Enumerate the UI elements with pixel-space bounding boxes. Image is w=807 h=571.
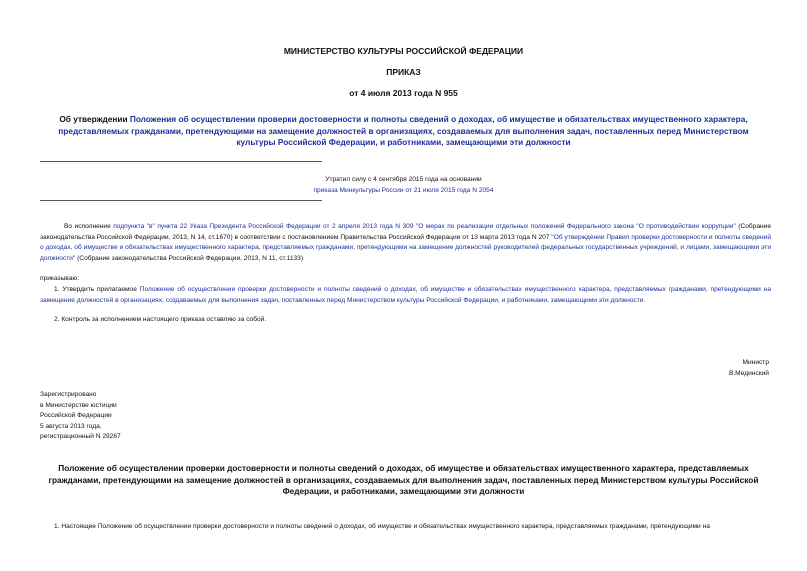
item1-link[interactable]: Положение об осуществлении проверки достоверности и полноты сведений о доходах, об имуществе и обязательствах имущественного характера, представляемых гражданами, претендующими на замещение должностей в организациях, создаваемых для выполнения задач, поставленных перед Министерством культуры Российской Федерации, и работниками, замещающими эти должности.: [40, 286, 772, 304]
registration-line: в Министерстве юстиции: [40, 401, 117, 409]
registration-line: 5 августа 2013 года,: [40, 422, 102, 430]
doc-date-number: от 4 июля 2013 года N 955: [349, 88, 458, 98]
separator-bottom: [40, 200, 322, 201]
ministry-heading: МИНИСТЕРСТВО КУЛЬТУРЫ РОССИЙСКОЙ ФЕДЕРАЦИИ: [283, 46, 524, 56]
registration-line: Зарегистрировано: [40, 391, 97, 398]
signature-name: В.Мединский: [728, 369, 769, 377]
order-item-1: [40, 285, 771, 306]
preamble-paragraph: [40, 222, 771, 264]
signature-position: Министр: [742, 359, 769, 366]
doc-type-heading: ПРИКАЗ: [386, 67, 421, 77]
preamble-mid: (Собрание законодательства Российской Федерации, 2013, N 14, ст.1670) в соответствии с постановлением Правительства Российской Федерации от 13 марта 2013 года N 207: [40, 223, 772, 241]
registration-line: регистрационный N 29267: [40, 433, 121, 440]
order-item-2: 2. Контроль за исполнением настоящего приказа оставляю за собой.: [54, 316, 267, 323]
registration-block: [40, 390, 121, 443]
appendix-item-1: 1. Настоящее Положение об осуществлении проверки достоверности и полноты сведений о доходах, об имуществе и обязательствах имущественного характера, представляемых гражданами, претендующими на: [54, 523, 710, 530]
title-prefix: Об утверждении: [59, 114, 130, 124]
status-line: Утратил силу с 4 сентября 2015 года на основании: [325, 176, 482, 183]
registration-line: Российской Федерации: [40, 412, 112, 419]
status-note: [0, 175, 807, 196]
item1-lead: 1. Утвердить прилагаемое: [54, 286, 140, 293]
preamble-link-rules[interactable]: "Об утверждении Правил проверки достоверности и полноты сведений о доходах, об имуществе и обязательствах имущественного характера, представляемых гражданами, претендующими на замещение должностей руководителей федеральных государственных учреждений, и лицами, замещающими эти должности": [40, 233, 771, 262]
preamble-lead: Во исполнение: [64, 223, 114, 230]
preamble-link-decree[interactable]: подпункта "в" пункта 22 Указа Президента Российской Федерации от 2 апреля 2013 года N 309 "О мерах по реализации отдельных положений Федерального закона "О противодействии коррупции": [113, 223, 736, 230]
order-word: приказываю:: [40, 275, 80, 282]
separator-top: [40, 161, 322, 162]
status-link[interactable]: приказа Минкультуры России от 21 июля 2015 года N 2054: [313, 186, 494, 194]
signature-block: [729, 358, 769, 379]
preamble-tail: (Собрание законодательства Российской Федерации, 2013, N 11, ст.1133): [75, 254, 304, 262]
appendix-title: Положение об осуществлении проверки достоверности и полноты сведений о доходах, об имуществе и обязательствах имущественного характера, представляемых гражданами, претендующими на замещение должностей в организациях, создаваемых для выполнения задач, поставленных перед Министерством культуры Российской Федерации, и работниками, замещающими эти должности: [48, 463, 759, 496]
document-title: [40, 114, 767, 149]
title-link[interactable]: Положения об осуществлении проверки достоверности и полноты сведений о доходах, об имуществе и обязательствах имущественного характера, представляемых гражданами, претендующими на замещение должностей в организациях, создаваемых для выполнения задач, поставленных перед Министерством культуры Российской Федерации, и работниками, замещающими эти должности: [58, 114, 749, 147]
